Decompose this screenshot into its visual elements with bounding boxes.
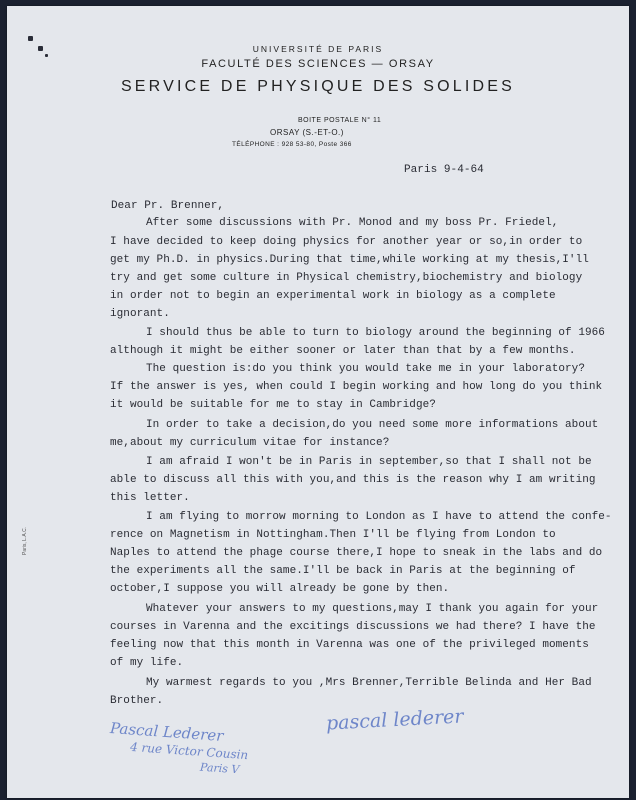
letter-line: In order to take a decision,do you need some more informations about xyxy=(146,419,599,431)
letter-line: rence on Magnetism in Nottingham.Then I'll be flying from London to xyxy=(110,529,556,541)
letterhead-telephone: TÉLÉPHONE : 928 53-80, Poste 366 xyxy=(232,141,352,148)
letter-line: in order not to begin an experimental work in biology as a complete xyxy=(110,290,556,302)
letter-line: If the answer is yes, when could I begin working and how long do you think xyxy=(110,381,603,393)
letter-line: After some discussions with Pr. Monod and my boss Pr. Friedel, xyxy=(146,217,559,229)
handwritten-address-street: 4 rue Victor Cousin xyxy=(129,739,249,763)
letter-line: ignorant. xyxy=(110,308,170,320)
letter-line: me,about my curriculum vitae for instance? xyxy=(110,437,390,449)
letter-line: I should thus be able to turn to biology around the beginning of 1966 xyxy=(146,327,605,339)
letter-line: the experiments all the same.I'll be back in Paris at the beginning of xyxy=(110,565,576,577)
letter-line: get my Ph.D. in physics.During that time,while working at my thesis,I'll xyxy=(110,254,589,266)
letter-line: I have decided to keep doing physics for another year or so,in order to xyxy=(110,236,583,248)
letter-line: Naples to attend the phage course there,I hope to sneak in the labs and do xyxy=(110,547,603,559)
letter-line: My warmest regards to you ,Mrs Brenner,Terrible Belinda and Her Bad xyxy=(146,677,592,689)
letter-line: although it might be either sooner or later than that by a few months. xyxy=(110,345,576,357)
letter-line: feeling now that this month in Varenna was one of the privileged moments xyxy=(110,639,589,651)
handwritten-address-name: Pascal Lederer xyxy=(109,719,225,745)
letter-line: I am flying to morrow morning to London as I have to attend the confe- xyxy=(146,511,612,523)
letter-line: Brother. xyxy=(110,695,164,707)
letterhead-service: SERVICE DE PHYSIQUE DES SOLIDES xyxy=(120,78,516,95)
handwritten-signature: pascal lederer xyxy=(325,705,464,735)
letterhead-town: ORSAY (S.-ET-O.) xyxy=(270,128,344,137)
punch-hole xyxy=(28,36,33,41)
letter-line: it would be suitable for me to stay in Cambridge? xyxy=(110,399,436,411)
letter-line: I am afraid I won't be in Paris in september,so that I shall not be xyxy=(146,456,592,468)
letter-line: october,I suppose you will already be gone by then. xyxy=(110,583,450,595)
letterhead-university: UNIVERSITÉ DE PARIS xyxy=(252,44,384,54)
punch-hole xyxy=(45,54,48,57)
letterhead-postal-box: BOITE POSTALE N° 11 xyxy=(298,117,382,124)
letter-line: courses in Varenna and the excitings discussions we had there? I have the xyxy=(110,621,596,633)
letter-line: Whatever your answers to my questions,may I thank you again for your xyxy=(146,603,599,615)
letter-line: this letter. xyxy=(110,492,190,504)
handwritten-address-city: Paris V xyxy=(199,760,240,777)
letter-line: The question is:do you think you would take me in your laboratory? xyxy=(146,363,585,375)
letter-line: able to discuss all this with you,and this is the reason why I am writing xyxy=(110,474,596,486)
side-note: Paris, L.A.C. xyxy=(22,526,28,555)
letter-date: Paris 9-4-64 xyxy=(404,164,484,176)
letter-salutation: Dear Pr. Brenner, xyxy=(111,200,225,212)
letterhead-faculty: FACULTÉ DES SCIENCES — ORSAY xyxy=(201,58,435,70)
letter-line: try and get some culture in Physical chemistry,biochemistry and biology xyxy=(110,272,583,284)
letter-line: of my life. xyxy=(110,657,184,669)
